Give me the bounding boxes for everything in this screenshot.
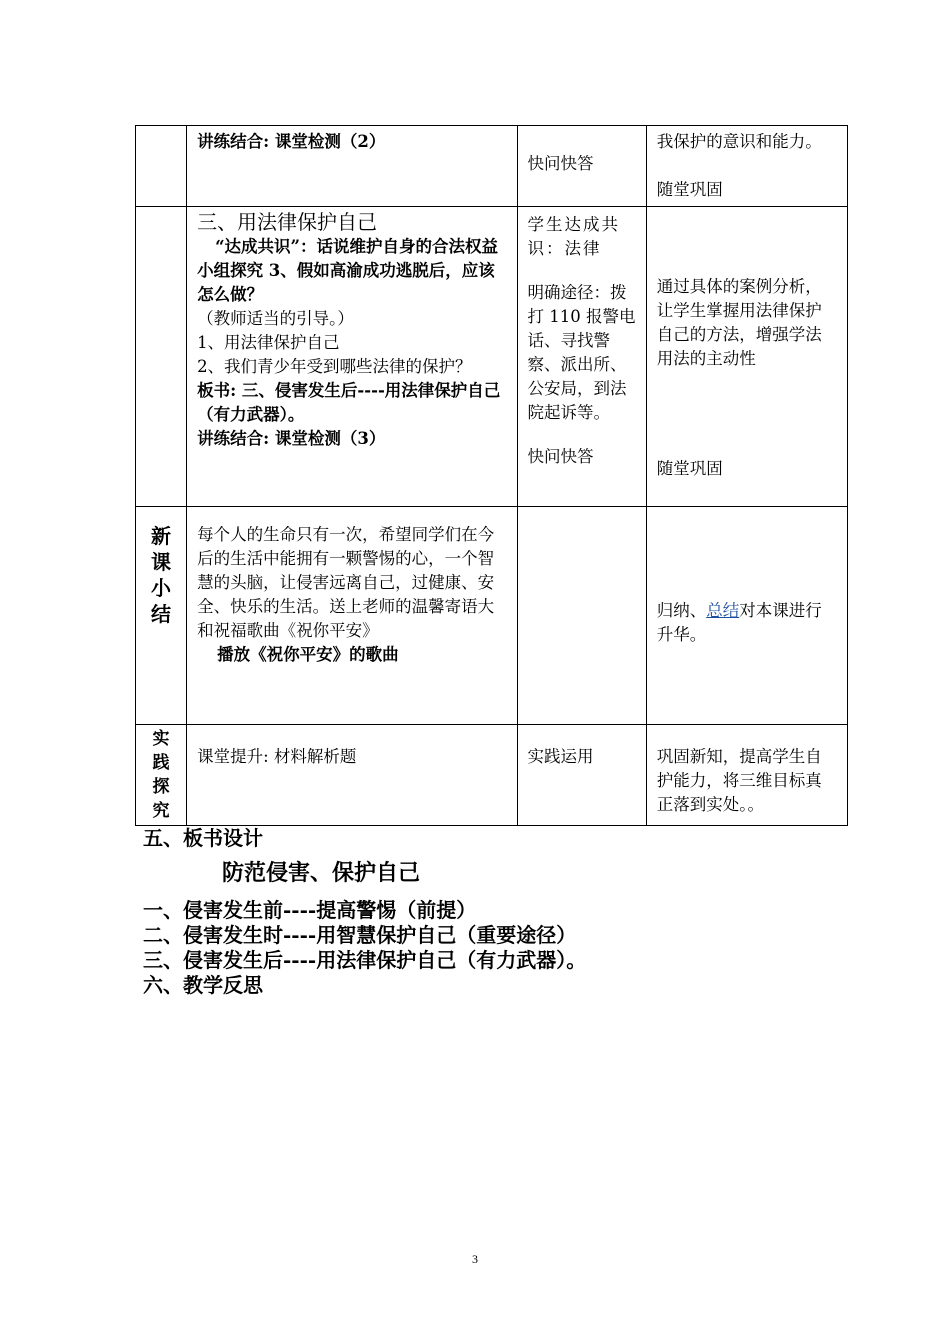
activity-cell (187, 207, 517, 507)
activity-cell (187, 507, 517, 725)
board-title: 防范侵害、保护自己 (222, 860, 421, 886)
table-row (136, 126, 848, 207)
consolidate-text: 随堂巩固 (656, 180, 723, 199)
board-design-heading: 五、板书设计 (143, 826, 263, 850)
student-text: 实践运用 (527, 747, 594, 766)
group-inquiry: 小组探究 3、假如高渝成功逃脱后，应该怎么做？ (197, 261, 495, 304)
table-row (136, 207, 848, 507)
purpose-text: 我保护的意识和能力。 (656, 132, 822, 151)
purpose-cell (646, 507, 847, 725)
student-approach: 明确途径：拨打 110 报警电话、寻找警察、派出所、公安局，到法院起诉等。 (527, 283, 636, 422)
section-heading: 三、用法律保护自己 (197, 210, 378, 234)
quick-answer: 快问快答 (527, 154, 594, 173)
purpose-cell (646, 126, 847, 207)
student-cell (517, 507, 646, 725)
student-cell (517, 207, 646, 507)
summary-text: 每个人的生命只有一次，希望同学们在今后的生活中能拥有一颗警惕的心，一个智慧的头脑，让侵害远离自己，过健康、安全、快乐的生活。送上老师的温馨寄语大和祝福歌曲《祝你平安》 (197, 525, 495, 640)
quick-answer: 快问快答 (527, 447, 594, 466)
summary-link[interactable]: 总结 (706, 601, 740, 620)
purpose-text: 归纳、总结对本课进行升华。 (656, 601, 822, 644)
stage-cell-empty (136, 207, 187, 507)
list-item: 1、用法律保护自己 (197, 333, 340, 352)
consolidate-text: 随堂巩固 (656, 459, 723, 478)
table-row (136, 507, 848, 725)
activity-cell (187, 725, 517, 826)
practice-label-2: 讲练结合: 课堂检测（2） (197, 132, 386, 151)
purpose-cell (646, 207, 847, 507)
student-cell (517, 725, 646, 826)
purpose-text: 通过具体的案例分析，让学生掌握用法律保护自己的方法，增强学法用法的主动性 (656, 277, 822, 368)
practice-label-3: 讲练结合: 课堂检测（3） (197, 429, 386, 448)
consensus-text: “达成共识”：话说维护自身的合法权益 (215, 237, 499, 256)
teacher-guide: （教师适当的引导。） (197, 309, 354, 328)
board-line-1: 一、侵害发生前----提高警惕（前提） (143, 898, 477, 922)
activity-cell (187, 126, 517, 207)
board-line-3: 三、侵害发生后----用法律保护自己（有力武器）。 (143, 948, 587, 972)
page-number: 3 (472, 1252, 478, 1266)
stage-label-practice: 实 践 探 究 (152, 729, 170, 821)
purpose-cell (646, 725, 847, 826)
stage-cell-empty (136, 126, 187, 207)
board-note: 板书: 三、侵害发生后----用法律保护自己（有力武器）。 (197, 381, 501, 424)
student-cell (517, 126, 646, 207)
reflection-heading: 六、教学反思 (143, 973, 263, 997)
activity-text: 课堂提升: 材料解析题 (197, 747, 357, 766)
play-song: 播放《祝你平安》的歌曲 (217, 645, 399, 664)
stage-label-summary: 新 课 小 结 (151, 524, 172, 626)
table-row (136, 725, 848, 826)
stage-label-cell (136, 507, 187, 725)
board-line-2: 二、侵害发生时----用智慧保护自己（重要途径） (143, 923, 577, 947)
purpose-text: 巩固新知，提高学生自护能力，将三维目标真正落到实处。。 (656, 747, 822, 814)
lesson-plan-table (135, 125, 848, 826)
stage-label-cell (136, 725, 187, 826)
student-consensus: 学生达成共识：法律 (527, 215, 621, 258)
list-item: 2、我们青少年受到哪些法律的保护？ (197, 357, 472, 376)
